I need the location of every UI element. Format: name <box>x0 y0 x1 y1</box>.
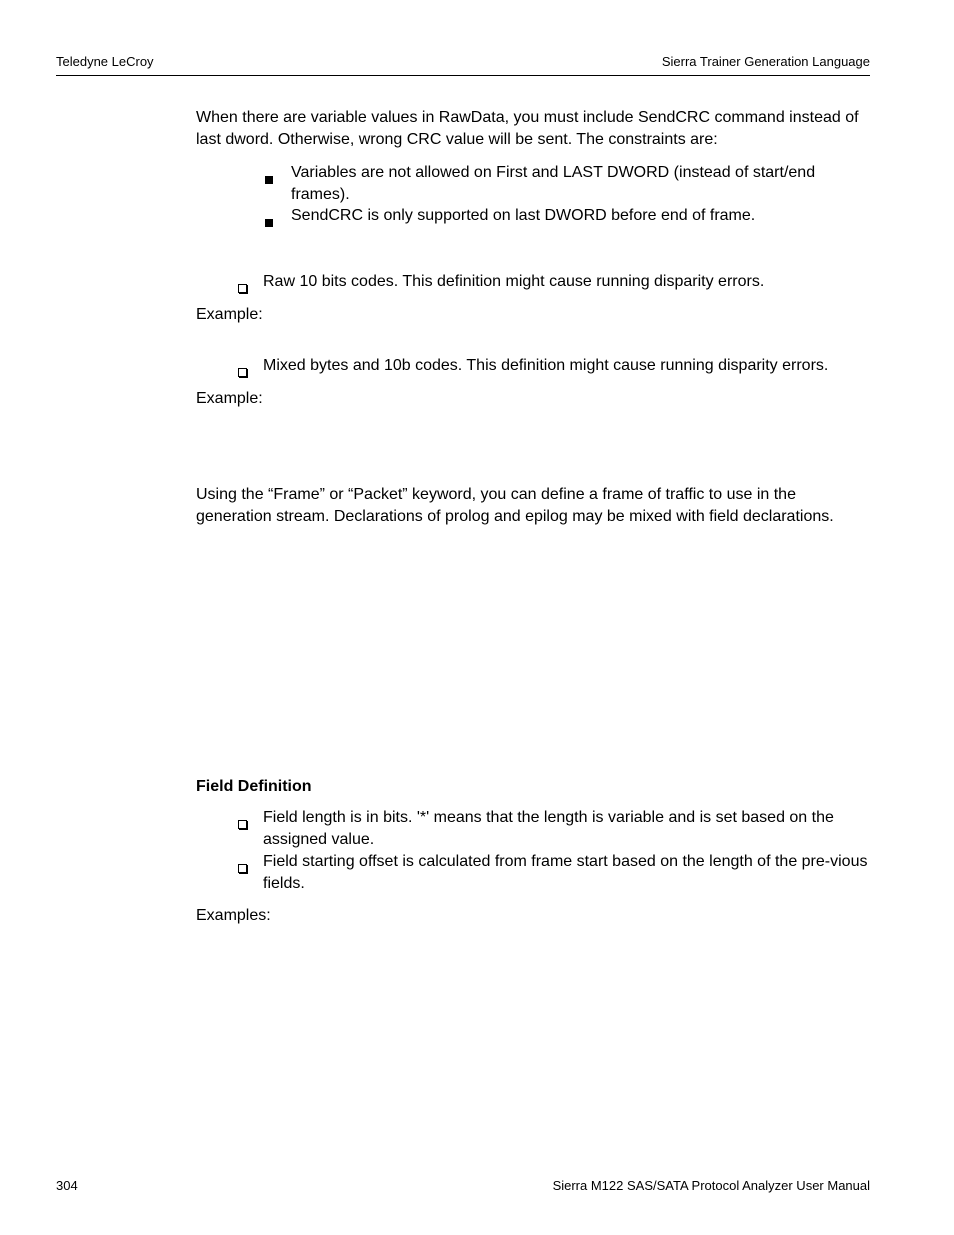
header-left: Teledyne LeCroy <box>56 54 154 69</box>
header-rule <box>56 75 870 76</box>
header-right: Sierra Trainer Generation Language <box>661 54 870 69</box>
field-item: Field length is in bits. '*' means that the length is variable and is set based on the assigned value. <box>263 809 834 848</box>
raw10-item: Raw 10 bits codes. This definition might cause running disparity errors. <box>263 273 765 290</box>
constraint-item: SendCRC is only supported on last DWORD before end of frame. <box>291 207 756 224</box>
checkbox-bullet-icon <box>238 362 247 384</box>
checkbox-bullet-icon <box>238 814 247 836</box>
example-label: Example: <box>196 390 263 407</box>
checkbox-bullet-icon <box>238 278 247 300</box>
field-item: Field starting offset is calculated from frame start based on the length of the pre-vious fields. <box>263 853 868 892</box>
example-label: Example: <box>196 306 263 323</box>
page-number: 304 <box>56 1178 78 1193</box>
mixed-item: Mixed bytes and 10b codes. This definition might cause running disparity errors. <box>263 357 829 374</box>
manual-title: Sierra M122 SAS/SATA Protocol Analyzer User Manual <box>552 1178 870 1193</box>
examples-label: Examples: <box>196 907 271 924</box>
frame-paragraph: Using the “Frame” or “Packet” keyword, you can define a frame of traffic to use in the generation stream. Declarations of prolog and epilog may be mixed with field declarations. <box>196 486 834 525</box>
checkbox-bullet-icon <box>238 858 247 880</box>
constraint-item: Variables are not allowed on First and LAST DWORD (instead of start/end frames). <box>291 164 816 203</box>
field-definition-heading: Field Definition <box>196 778 312 795</box>
square-bullet-icon <box>265 169 273 191</box>
square-bullet-icon <box>265 212 273 234</box>
intro-paragraph: When there are variable values in RawData, you must include SendCRC command instead of last dword. Otherwise, wrong CRC value will be sent. The constraints are: <box>196 109 859 148</box>
